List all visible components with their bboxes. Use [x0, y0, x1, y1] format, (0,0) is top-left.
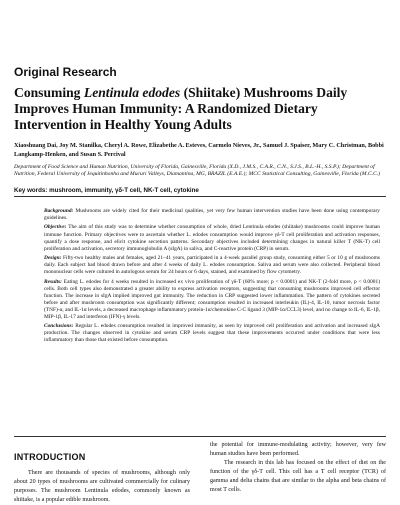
conclusions-text: Regular L. edodes consumption resulted in improved immunity, as seen by improved cell proliferation and activation and increased sIgA production. The changes observed in cytokine and serum CRP levels suggest that these improvements occurred under conditions that were less inflammatory than those that existed before consumption. [44, 323, 380, 344]
title-part-2: (Shiitake) Mushrooms Daily Improves Human Immunity: A Randomized Dietary Intervention in Healthy Young Adults [14, 85, 348, 132]
results-label: Results: [44, 278, 62, 285]
conclusions-label: Conclusions: [44, 323, 74, 330]
keywords [14, 187, 386, 195]
intro-right-paragraph-2: The research in this lab has focused on the effect of diet on the function of the γδ-T cell. This cell has a T cell receptor (TCR) of gamma and delta chains that are similar to the alpha and beta chains of most T cells. [210, 460, 386, 493]
section-label: Original Research [14, 65, 117, 79]
abstract-results [44, 279, 380, 321]
background-label: Background: [44, 208, 74, 214]
abstract [44, 208, 380, 347]
intro-heading: INTRODUCTION [14, 452, 86, 462]
title-part-1: Consuming [14, 85, 84, 100]
title-species: Lentinula edodes [83, 85, 181, 100]
abstract-background [44, 208, 380, 222]
abstract-design [44, 255, 380, 276]
abstract-objective [44, 224, 380, 252]
top-divider [14, 196, 386, 197]
bottom-divider [14, 436, 386, 437]
results-text: Eating L. edodes for 4 weeks resulted in increased ex vivo proliferation of γδ-T (60% more; p < 0.0001) and NK-T (2-fold more, p < 0.0001) cells. Both cell types also demonstrated a greater ability to express activation receptors, suggesting that consuming mushrooms improved cell effector function. The increase in sIgA implied improved gut immunity. The reduction in CRP suggested lower inflammation. The pattern of cytokines secreted before and after mushroom consumption was significantly different; consumption resulted in increased interleukin (IL)-4, IL-10, tumor necrosis factor (TNF)-α, and IL-1α levels, a decreased macrophage inflammatory protein-1α/chemokine C-C ligand 3 (MIP-1α/CCL3) level, and no change to IL-6, IL-1β, MIP-1β, IL-17 and interferon (IFN)-γ levels. [44, 278, 380, 320]
author-list: Xiaoshuang Dai, Joy M. Stanilka, Cheryl A. Rowe, Elizabethe A. Esteves, Carmelo Nieves, Jr., Samuel J. Spaiser, Mary C. Christman, Bobbi Langkamp-Henken, and Susan S. Percival [14, 142, 384, 158]
intro-left-column: There are thousands of species of mushrooms, although only about 20 types of mushrooms are cultivated commercially for culinary purposes. The mushroom Lentinula edodes, commonly known as shiitake, is a popular edible mushroom. [14, 470, 190, 503]
affiliations: Department of Food Science and Human Nutrition, University of Florida, Gainesville, Florida (X.D., J.M.S., C.A.R., C.N., S.J.S., B.L.-H., S.S.P.); Department of Nutrition, Federal University of Jequitinhonha and Mucuri Valleys, Diamantina, MG, BRAZIL (E.A.E.); MCC Statistical Consulting, Gainesville, Florida (M.C.C.) [14, 164, 381, 178]
design-label: Design: [44, 255, 62, 262]
design-text: Fifty-two healthy males and females, aged 21–41 years, participated in a 4-week parallel group study, consuming either 5 or 10 g of mushrooms daily. Each subject had blood drawn before and after 4 weeks of daily L. edodes consumption. Saliva and serum were also collected. Peripheral blood mononuclear cells were cultured in autologous serum for 24 hours or 6 days, stained, and examined by flow cytometry. [44, 255, 380, 276]
background-text: Mushrooms are widely cited for their medicinal qualities, yet very few human intervention studies have been done using contemporary guidelines. [44, 208, 380, 222]
intro-right-column [210, 441, 386, 495]
intro-right-paragraph-1: the potential for immune-modulating activity; however, very few human studies have been performed. [210, 442, 386, 457]
paper-title [14, 85, 386, 133]
abstract-conclusions [44, 323, 380, 344]
keywords-text: mushroom, immunity, γδ-T cell, NK-T cell, cytokine [47, 187, 199, 194]
objective-text: The aim of this study was to determine whether consumption of whole, dried Lentinula edodes (shiitake) mushrooms could improve human immune function. Primary objectives were to ascertain whether L. edodes consumption would improve γδ-T cell proliferation and activation responses, quantify a dose response, and elicit cytokine secretion patterns. Secondary objectives included determining changes in natural killer T (NK-T) cell proliferation and activation, secretory immunoglobulin A (sIgA) in saliva, and C-reactive protein (CRP) in serum. [44, 224, 380, 252]
keywords-label: Key words: [14, 187, 48, 194]
objective-label: Objective: [44, 224, 67, 231]
